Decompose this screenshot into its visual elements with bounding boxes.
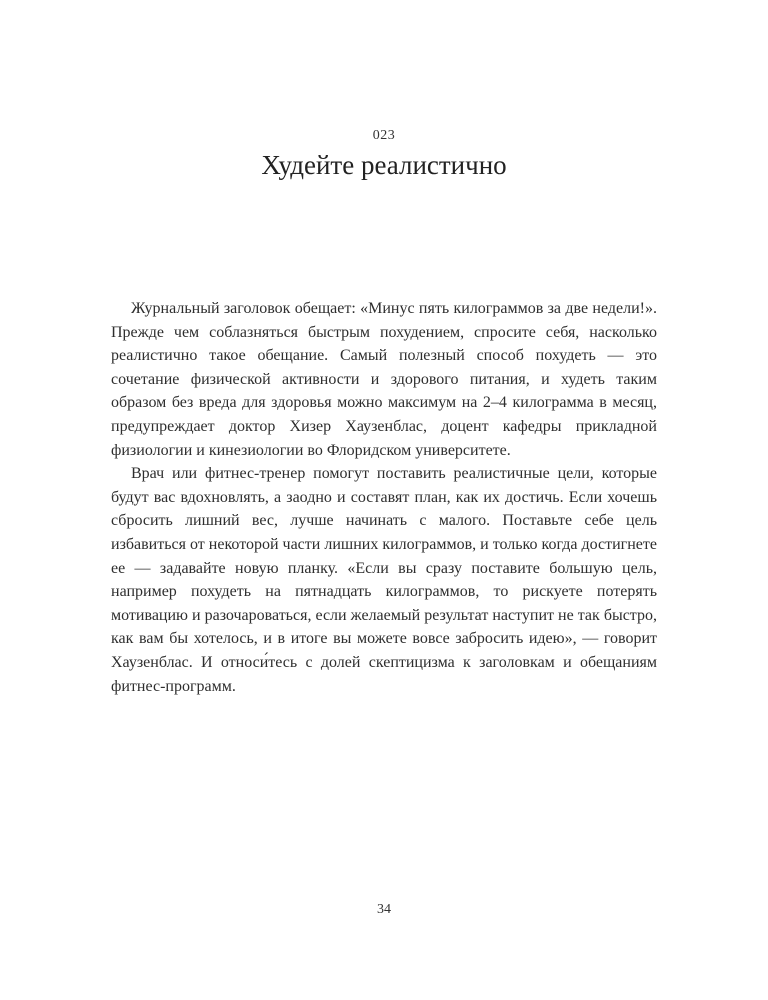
chapter-title: Худейте реалистично [261, 150, 507, 180]
body-text [111, 297, 657, 698]
page-number: 34 [377, 902, 391, 917]
paragraph-2: Врач или фитнес-тренер помогут поставить реалистичные цели, которые будут вас вдохновлять, а заодно и составят план, как их достичь. Если хочешь сбросить лишний вес, лучше начинать с малого. Поставьте себе цель избавиться от некоторой части лишних килограммов, и только когда достигнете ее — задавайте новую планку. «Если вы сразу поставите большую цель, например похудеть на пятнадцать килограммов, то рискуете потерять мотивацию и разочароваться, если желаемый результат наступит не так быстро, как вам бы хотелось, и в итоге вы можете вовсе забросить идею», — говорит Хаузенблас. И относи́тесь с долей скептицизма к заголовкам и обещаниям фитнес-программ. [111, 465, 657, 695]
chapter-number: 023 [372, 128, 396, 143]
paragraph-1: Журнальный заголовок обещает: «Минус пять килограммов за две недели!». Прежде чем соблазняться быстрым похудением, спросите себя, насколько реалистично такое обещание. Самый полезный способ похудеть — это сочетание физической активности и здорового питания, и худеть таким образом без вреда для здоровья можно максимум на 2–4 килограмма в месяц, предупреждает доктор Хизер Хаузенблас, доцент кафедры прикладной физиологии и кинезиологии во Флоридском университете. [111, 300, 657, 459]
